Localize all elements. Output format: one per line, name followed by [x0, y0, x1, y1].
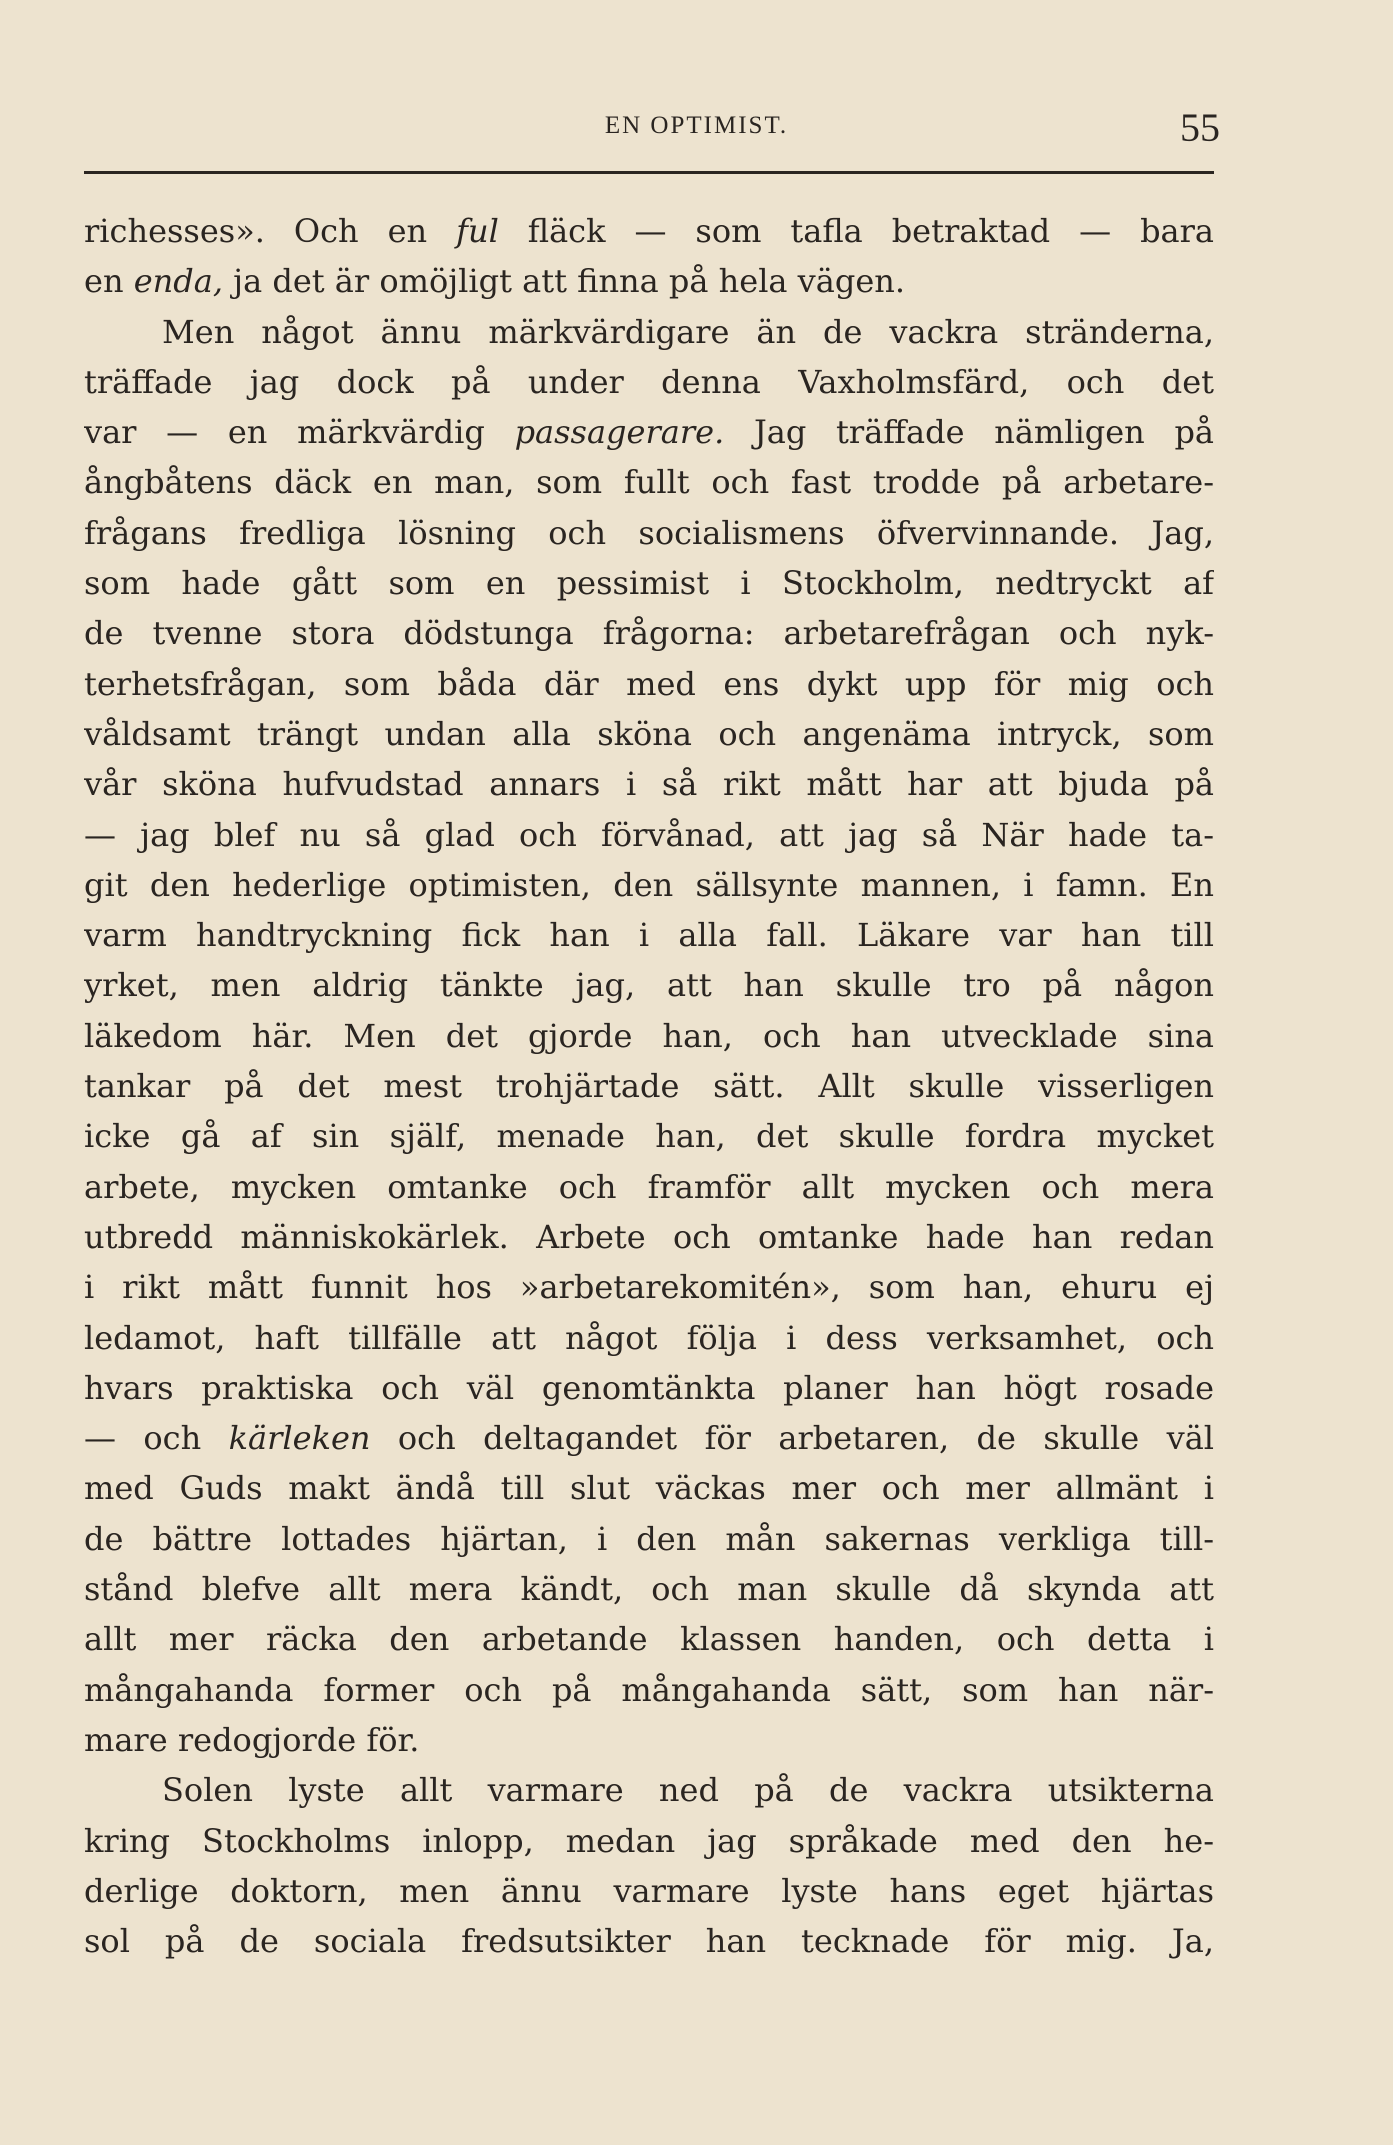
- italic-text: kärleken: [228, 1419, 371, 1458]
- text-line: [84, 307, 1214, 357]
- text-line: [84, 1262, 1214, 1312]
- text-line: [84, 206, 1214, 256]
- text-line: [84, 508, 1214, 558]
- text-segment: läkedom här. Men det gjorde han, och han utvecklade sina: [84, 1016, 1214, 1055]
- text-line: [84, 256, 1214, 306]
- text-segment: yrket, men aldrig tänkte jag, att han skulle tro på någon: [84, 966, 1214, 1005]
- text-segment: git den hederlige optimisten, den sällsynte mannen, i famn. En: [84, 865, 1214, 904]
- page-number: 55: [1180, 105, 1220, 150]
- text-line: [84, 1313, 1214, 1363]
- text-line: [84, 1765, 1214, 1815]
- text-segment: allt mer räcka den arbetande klassen handen, och detta i: [84, 1620, 1214, 1659]
- text-segment: varm handtryckning fick han i alla fall. Läkare var han till: [84, 916, 1214, 955]
- text-line: [84, 1916, 1214, 1966]
- text-segment: terhetsfrågan, som båda där med ens dykt upp för mig och: [84, 664, 1214, 703]
- text-line: [84, 1866, 1214, 1916]
- text-segment: en: [84, 262, 134, 301]
- text-segment: frågans fredliga lösning och socialismens öfvervinnande. Jag,: [84, 513, 1214, 552]
- text-segment: kring Stockholms inlopp, medan jag språkade med den he-: [84, 1821, 1214, 1860]
- text-line: [84, 910, 1214, 960]
- text-segment: träffade jag dock på under denna Vaxholmsfärd, och det: [84, 362, 1214, 401]
- text-line: [84, 810, 1214, 860]
- text-segment: — jag blef nu så glad och förvånad, att jag så När hade ta-: [84, 815, 1214, 854]
- text-line: [84, 558, 1214, 608]
- text-line: [84, 608, 1214, 658]
- text-line: [84, 1614, 1214, 1664]
- text-line: [84, 1162, 1214, 1212]
- text-line: [84, 1011, 1214, 1061]
- text-segment: ångbåtens däck en man, som fullt och fast trodde på arbetare-: [84, 463, 1214, 502]
- text-segment: ledamot, haft tillfälle att något följa i dess verksamhet, och: [84, 1318, 1214, 1357]
- italic-text: passagerare.: [514, 413, 725, 452]
- text-segment: tankar på det mest trohjärtade sätt. Allt skulle visserligen: [84, 1067, 1214, 1106]
- text-segment: de bättre lottades hjärtan, i den mån sakernas verkliga till-: [84, 1519, 1214, 1558]
- text-line: [84, 759, 1214, 809]
- text-segment: sol på de sociala fredsutsikter han tecknade för mig. Ja,: [84, 1922, 1214, 1961]
- text-line: [84, 1413, 1214, 1463]
- text-segment: de tvenne stora dödstunga frågorna: arbetarefrågan och nyk-: [84, 614, 1214, 653]
- text-segment: i rikt mått funnit hos »arbetarekomitén», som han, ehuru ej: [84, 1268, 1214, 1307]
- text-line: [84, 1715, 1214, 1765]
- text-segment: stånd blefve allt mera kändt, och man skulle då skynda att: [84, 1570, 1214, 1609]
- italic-text: ful: [456, 212, 499, 250]
- text-line: [84, 1111, 1214, 1161]
- text-segment: icke gå af sin själf, menade han, det skulle fordra mycket: [84, 1117, 1214, 1156]
- text-line: [84, 1212, 1214, 1262]
- text-segment: hvars praktiska och väl genomtänkta planer han högt rosade: [84, 1368, 1214, 1407]
- text-segment: Men något ännu märkvärdigare än de vackra stränderna,: [162, 312, 1214, 351]
- text-line: [84, 1463, 1214, 1513]
- text-line: [84, 659, 1214, 709]
- text-line: [84, 1816, 1214, 1866]
- italic-text: enda,: [133, 262, 223, 301]
- text-segment: richesses». Och en: [84, 212, 457, 250]
- text-segment: fläck — som tafla betraktad — bara: [498, 212, 1214, 250]
- text-segment: Solen lyste allt varmare ned på de vackra utsikterna: [162, 1771, 1214, 1810]
- text-segment: var — en märkvärdig: [84, 413, 515, 452]
- text-line: [84, 1363, 1214, 1413]
- text-line: [84, 1564, 1214, 1614]
- text-line: [84, 1061, 1214, 1111]
- text-line: [84, 860, 1214, 910]
- text-segment: och deltagandet för arbetaren, de skulle väl: [370, 1419, 1214, 1458]
- text-segment: mångahanda former och på mångahanda sätt, som han när-: [84, 1670, 1214, 1709]
- text-line: [84, 1665, 1214, 1715]
- text-segment: mare redogjorde för.: [84, 1720, 420, 1759]
- text-line: [84, 960, 1214, 1010]
- body-text: [84, 206, 1214, 1966]
- text-line: [84, 407, 1214, 457]
- running-title: EN OPTIMIST.: [604, 112, 789, 139]
- text-line: [84, 1514, 1214, 1564]
- text-segment: — och: [84, 1419, 229, 1458]
- text-segment: derlige doktorn, men ännu varmare lyste hans eget hjärtas: [84, 1871, 1214, 1910]
- text-line: [84, 357, 1214, 407]
- text-segment: arbete, mycken omtanke och framför allt mycken och mera: [84, 1167, 1214, 1206]
- text-segment: våldsamt trängt undan alla sköna och angenäma intryck, som: [84, 714, 1214, 753]
- text-segment: Jag träffade nämligen på: [724, 413, 1214, 452]
- text-line: [84, 457, 1214, 507]
- text-segment: med Guds makt ändå till slut väckas mer och mer allmänt i: [84, 1469, 1214, 1508]
- text-line: [84, 709, 1214, 759]
- text-segment: ja det är omöjligt att finna på hela vägen.: [223, 262, 906, 301]
- header-rule: [84, 171, 1214, 174]
- text-segment: som hade gått som en pessimist i Stockholm, nedtryckt af: [84, 564, 1214, 603]
- text-segment: vår sköna hufvudstad annars i så rikt mått har att bjuda på: [84, 765, 1214, 804]
- text-segment: utbredd människokärlek. Arbete och omtanke hade han redan: [84, 1217, 1214, 1256]
